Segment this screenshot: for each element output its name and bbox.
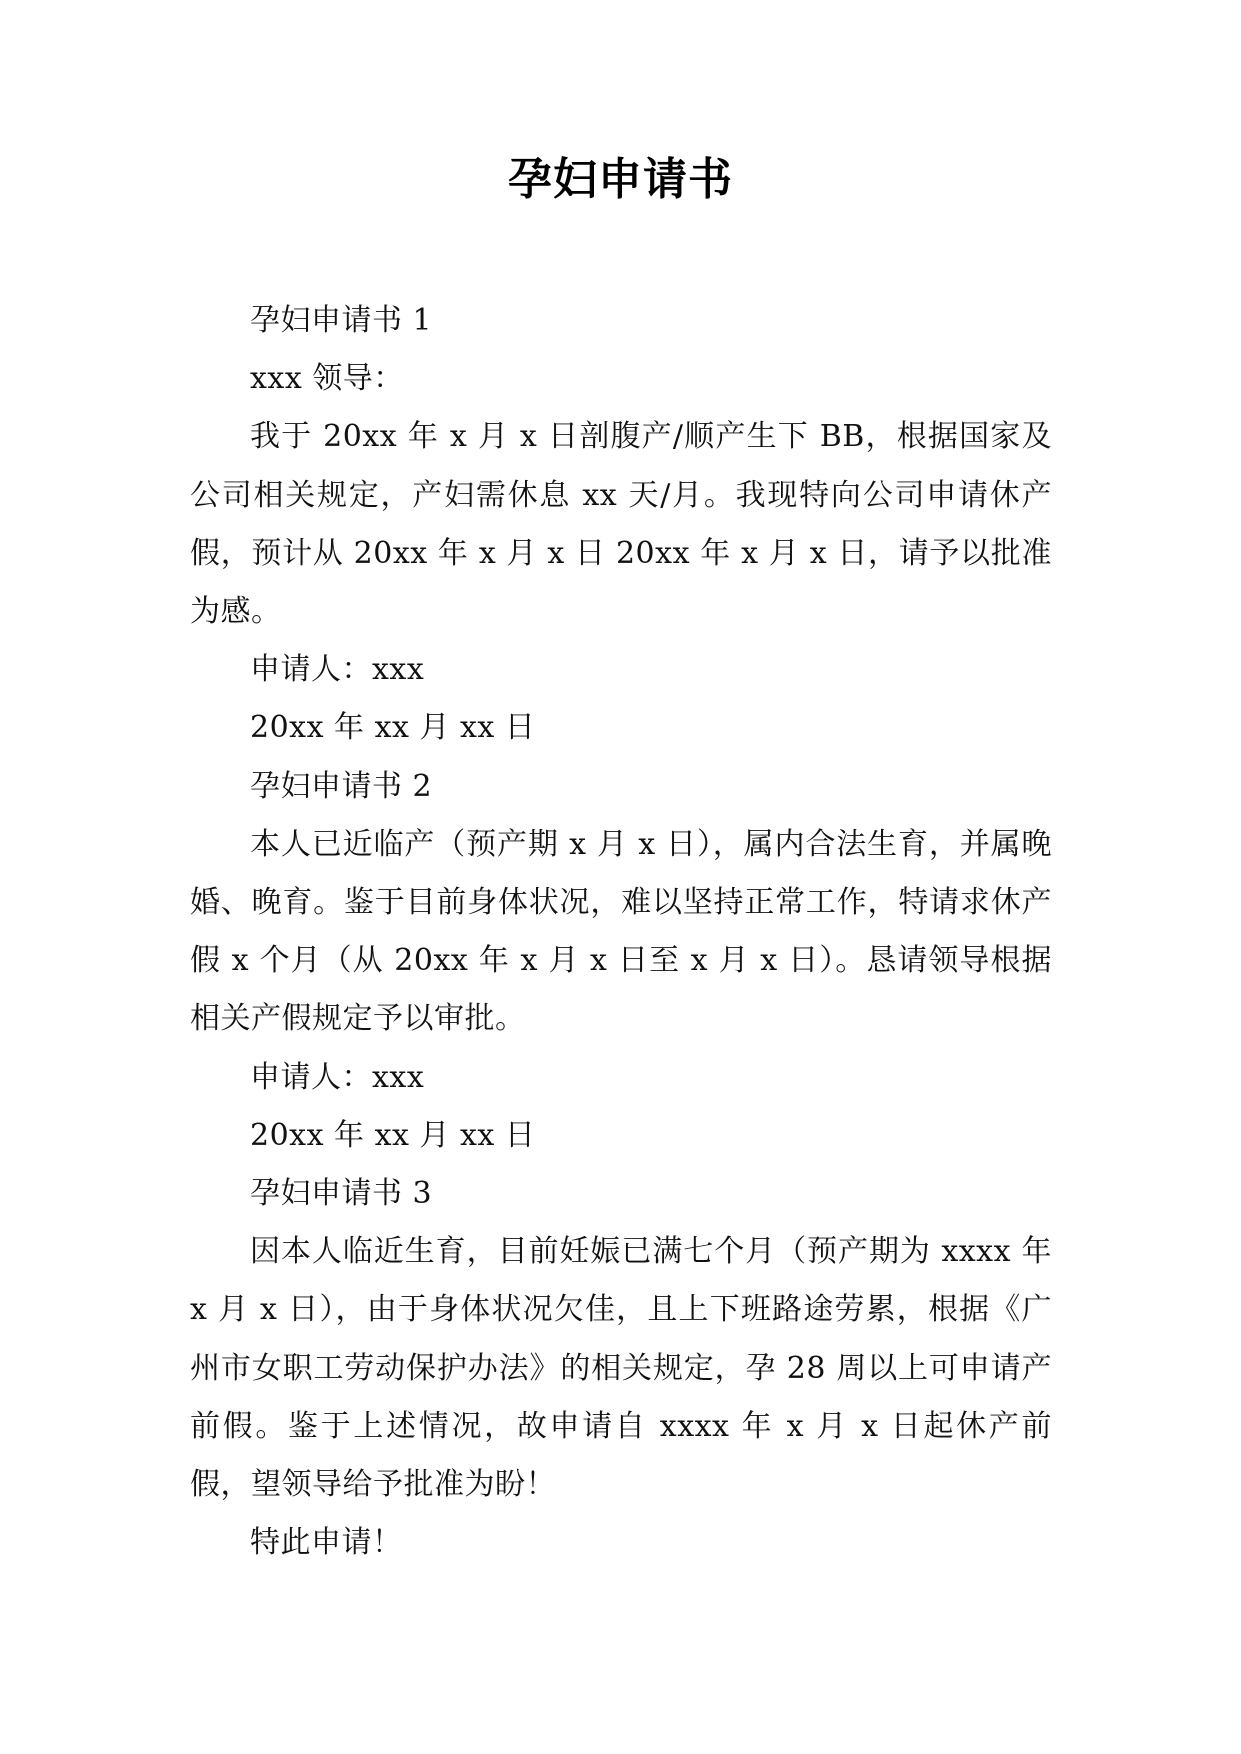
section-2-body: 本人已近临产（预产期 x 月 x 日），属内合法生育，并属晚婚、晚育。鉴于目前身体状况，难以坚持正常工作，特请求休产假 x 个月（从 20xx 年 x 月 x 日至 x 月 x 日）。恳请领导根据相关产假规定予以审批。 [190, 826, 1052, 1037]
document-title: 孕妇申请书 [508, 154, 733, 205]
document-body [190, 292, 1052, 1572]
section-2-heading: 孕妇申请书 2 [250, 768, 433, 804]
section-1-heading: 孕妇申请书 1 [250, 303, 433, 338]
section-3-closing: 特此申请！ [250, 1525, 403, 1561]
section-1-date: 20xx 年 xx 月 xx 日 [250, 710, 536, 746]
section-1-body: 我于 20xx 年 x 月 x 日剖腹产/顺产生下 BB，根据国家及公司相关规定，产妇需休息 xx 天/月。我现特向公司申请休产假，预计从 20xx 年 x 月 x 日 20xx 年 x 月 x 日，请予以批准为感。 [190, 419, 1052, 630]
section-1-salutation: xxx 领导： [250, 361, 404, 397]
section-3-body: 因本人临近生育，目前妊娠已满七个月（预产期为 xxxx 年 x 月 x 日），由于身体状况欠佳，且上下班路途劳累，根据《广州市女职工劳动保护办法》的相关规定，孕 28 周以上可申请产前假。鉴于上述情况，故申请自 xxxx 年 x 月 x 日起休产前假，望领导给予批准为盼！ [190, 1234, 1052, 1503]
section-3-heading: 孕妇申请书 3 [250, 1176, 433, 1212]
section-2-applicant: 申请人：xxx [250, 1059, 425, 1095]
section-1-applicant: 申请人：xxx [250, 652, 425, 688]
section-2-date: 20xx 年 xx 月 xx 日 [250, 1117, 536, 1153]
